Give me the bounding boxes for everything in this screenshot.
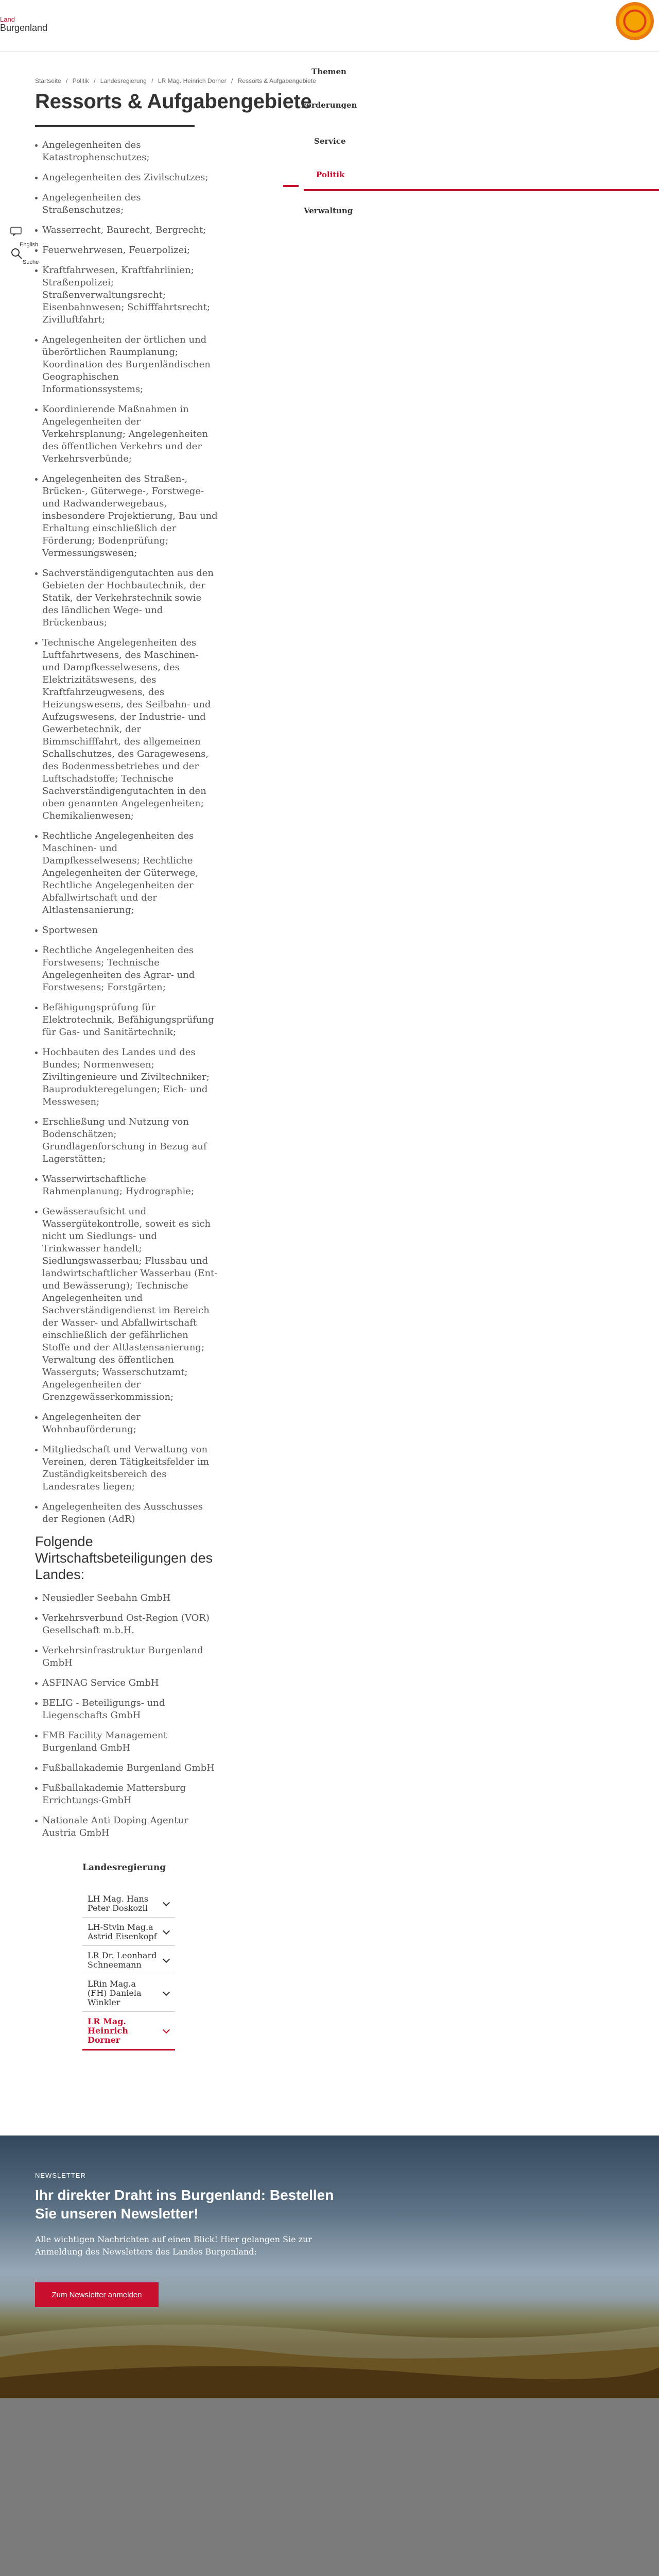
list-item: Angelegenheiten der örtlichen und überörtlichen Raumplanung; Koordination des Burgenländischen Geographischen Informationssystems;	[35, 334, 218, 396]
list-item: BELIG - Beteiligungs- und Liegenschafts GmbH	[35, 1697, 218, 1722]
list-item: Mitgliedschaft und Verwaltung von Vereinen, deren Tätigkeitsfelder im Zuständigkeitsbereich des Landesrates liegen;	[35, 1444, 218, 1493]
list-item: Sachverständigengutachten aus den Gebieten der Hochbautechnik, der Statik, der Verkehrstechnik sowie des ländlichen Wege- und Brückenbaus;	[35, 567, 218, 629]
chevron-down-icon	[163, 1989, 170, 1996]
breadcrumb-politik[interactable]: Politik	[72, 77, 89, 84]
breadcrumb-home[interactable]: Startseite	[35, 77, 61, 84]
list-item: Koordinierende Maßnahmen in Angelegenheiten der Verkehrsplanung; Angelegenheiten des öffentlichen Verkehrs und der Verkehrsverbünde;	[35, 403, 218, 465]
list-item: Rechtliche Angelegenheiten des Forstwesens; Technische Angelegenheiten des Agrar- und Forstwesens; Forstgärten;	[35, 944, 218, 994]
logo-land-name: Burgenland	[0, 22, 48, 33]
list-item: Angelegenheiten des Ausschusses der Regionen (AdR)	[35, 1501, 218, 1526]
lr-member-name: LR Mag. Heinrich Dorner	[88, 2016, 128, 2045]
nav-item-verwaltung[interactable]: Verwaltung	[304, 206, 353, 215]
lr-member-dorner[interactable]	[82, 2012, 175, 2050]
beteiligungen-heading: Folgende Wirtschaftsbeteiligungen des Landes:	[35, 1534, 213, 1582]
nav-item-themen[interactable]: Themen	[311, 67, 346, 76]
list-item: Wasserwirtschaftliche Rahmenplanung; Hydrographie;	[35, 1173, 218, 1198]
logo-wordmark	[0, 15, 47, 33]
list-item: Angelegenheiten des Straßen-, Brücken-, Güterwege-, Forstwege- und Radwanderwegebaus, insbesondere Projektierung, Bau und Erhaltung einschließlich der Förderung; Bodenprüfung; Vermessungswesen;	[35, 473, 218, 560]
breadcrumb	[35, 77, 319, 84]
lr-member-name: LH Mag. Hans Peter Doskozil	[88, 1894, 149, 1913]
list-item: Gewässeraufsicht und Wassergütekontrolle, soweit es sich nicht um Siedlungs- und Trinkwasser handelt; Siedlungswasserbau; Flussbau und landwirtschaftlicher Wasserbau (Ent- und Bewässerung); Technische Angelegenheiten und Sachverständigendienst im Bereich der Wasser- und Abfallwirtschaft einschließlich der gefährlichen Stoffe und der Altlastensanierung; Verwaltung des öffentlichen Wasserguts; Wasserschutzamt; Angelegenheiten der Grenzgewässerkommission;	[35, 1206, 218, 1403]
nav-item-service[interactable]: Service	[314, 137, 346, 146]
list-item: Erschließung und Nutzung von Bodenschätzen; Grundlagenforschung in Bezug auf Lagerstätten;	[35, 1116, 218, 1165]
list-item: Fußballakademie Mattersburg Errichtungs-GmbH	[35, 1782, 218, 1807]
newsletter-kicker: NEWSLETTER	[35, 2172, 86, 2179]
list-item: Nationale Anti Doping Agentur Austria GmbH	[35, 1815, 218, 1839]
site-header	[0, 0, 659, 52]
site-logo[interactable]	[0, 0, 48, 47]
list-item: Sportwesen	[35, 924, 218, 937]
list-item: Wasserrecht, Baurecht, Bergrecht;	[35, 224, 218, 236]
list-item: Neusiedler Seebahn GmbH	[35, 1592, 218, 1604]
main-content	[35, 139, 218, 1847]
chevron-down-icon	[163, 2026, 170, 2033]
list-item: Hochbauten des Landes und des Bundes; Normenwesen; Ziviltingenieure und Ziviltechniker; Bauprodukteregelungen; Eich- und Messwesen;	[35, 1046, 218, 1108]
nav-active-line	[304, 189, 659, 191]
language-icon	[10, 227, 22, 236]
list-item: Feuerwehrwesen, Feuerpolizei;	[35, 244, 218, 257]
search-label: Suche	[23, 259, 39, 265]
breadcrumb-current: Ressorts & Aufgabengebiete	[237, 77, 316, 84]
ressorts-list	[35, 139, 218, 1526]
search-icon	[10, 247, 23, 260]
newsletter-title: Ihr direkter Draht ins Burgenland: Bestellen Sie unseren Newsletter!	[35, 2187, 334, 2222]
lr-member-name: LH-Stvin Mag.a Astrid Eisenkopf	[88, 1922, 157, 1941]
nav-item-foerderungen[interactable]: Förderungen	[301, 100, 357, 110]
page-title: Ressorts & Aufgabengebiete	[35, 90, 312, 113]
language-label: English	[20, 242, 39, 248]
lr-member-schneemann[interactable]	[82, 1946, 175, 1974]
chevron-down-icon	[163, 1927, 170, 1935]
list-item: Angelegenheiten des Katastrophenschutzes;	[35, 139, 218, 164]
list-item: Angelegenheiten der Wohnbauförderung;	[35, 1411, 218, 1436]
lr-member-winkler[interactable]	[82, 1974, 175, 2012]
newsletter-section	[0, 2136, 659, 2398]
lr-member-doskozil[interactable]	[82, 1889, 175, 1918]
list-item: Verkehrsinfrastruktur Burgenland GmbH	[35, 1645, 218, 1669]
chevron-down-icon	[163, 1899, 170, 1906]
landesregierung-menu	[82, 1862, 175, 2050]
title-underline	[35, 125, 195, 127]
nav-item-politik[interactable]: Politik	[316, 170, 345, 179]
breadcrumb-separator: /	[151, 77, 153, 84]
lr-member-eisenkopf[interactable]	[82, 1918, 175, 1946]
chevron-down-icon	[163, 1956, 170, 1963]
newsletter-text: Alle wichtigen Nachrichten auf einen Blick! Hier gelangen Sie zur Anmeldung des Newsletters des Landes Burgenland:	[35, 2234, 313, 2257]
list-item: Rechtliche Angelegenheiten des Maschinen- und Dampfkesselwesens; Rechtliche Angelegenheiten der Güterwege, Rechtliche Angelegenheiten der Abfallwirtschaft und der Altlastensanierung;	[35, 830, 218, 917]
sun-emblem-icon	[616, 2, 654, 40]
list-item: Fußballakademie Burgenland GmbH	[35, 1762, 218, 1774]
breadcrumb-landesregierung[interactable]: Landesregierung	[100, 77, 147, 84]
newsletter-signup-button[interactable]: Zum Newsletter anmelden	[35, 2282, 159, 2307]
lr-member-name: LRin Mag.a (FH) Daniela Winkler	[88, 1979, 142, 2007]
list-item: Befähigungsprüfung für Elektrotechnik, Befähigungsprüfung für Gas- und Sanitärtechnik;	[35, 1002, 218, 1039]
list-item: Kraftfahrwesen, Kraftfahrlinien; Straßenpolizei; Straßenverwaltungsrecht; Eisenbahnwesen; Schifffahrtsrecht; Zivilluftfahrt;	[35, 264, 218, 326]
landesregierung-title: Landesregierung	[82, 1862, 166, 1873]
lr-member-name: LR Dr. Leonhard Schneemann	[88, 1951, 157, 1970]
list-item: Angelegenheiten des Zivilschutzes;	[35, 172, 218, 184]
list-item: Verkehrsverbund Ost-Region (VOR) Gesellschaft m.b.H.	[35, 1612, 218, 1637]
language-switch[interactable]	[10, 227, 38, 248]
landscape-image	[0, 2295, 659, 2398]
breadcrumb-dorner[interactable]: LR Mag. Heinrich Dorner	[158, 77, 227, 84]
beteiligungen-list	[35, 1592, 218, 1839]
site-footer	[0, 2398, 659, 2576]
list-item: ASFINAG Service GmbH	[35, 1677, 218, 1689]
breadcrumb-separator: /	[94, 77, 96, 84]
list-item: FMB Facility Management Burgenland GmbH	[35, 1730, 218, 1754]
breadcrumb-separator: /	[231, 77, 233, 84]
logo-land-label: Land	[0, 15, 15, 23]
list-item: Angelegenheiten des Straßenschutzes;	[35, 192, 218, 216]
breadcrumb-separator: /	[66, 77, 68, 84]
list-item: Technische Angelegenheiten des Luftfahrtwesens, des Maschinen- und Dampfkesselwesens, des Elektrizitätswesens, des Kraftfahrzeugwesens, des Heizungswesens, des Seilbahn- und Aufzugswesens, der Industrie- und Gewerbetechnik, der Bimmschifffahrt, des allgemeinen Schallschutzes, des Garagewesens, des Bodenmessbetriebes und der Luftschadstoffe; Technische Sachverständigengutachten in den oben genannten Angelegenheiten; Chemikalienwesen;	[35, 637, 218, 822]
search-button[interactable]	[10, 247, 39, 265]
nav-active-line-left	[283, 185, 299, 187]
